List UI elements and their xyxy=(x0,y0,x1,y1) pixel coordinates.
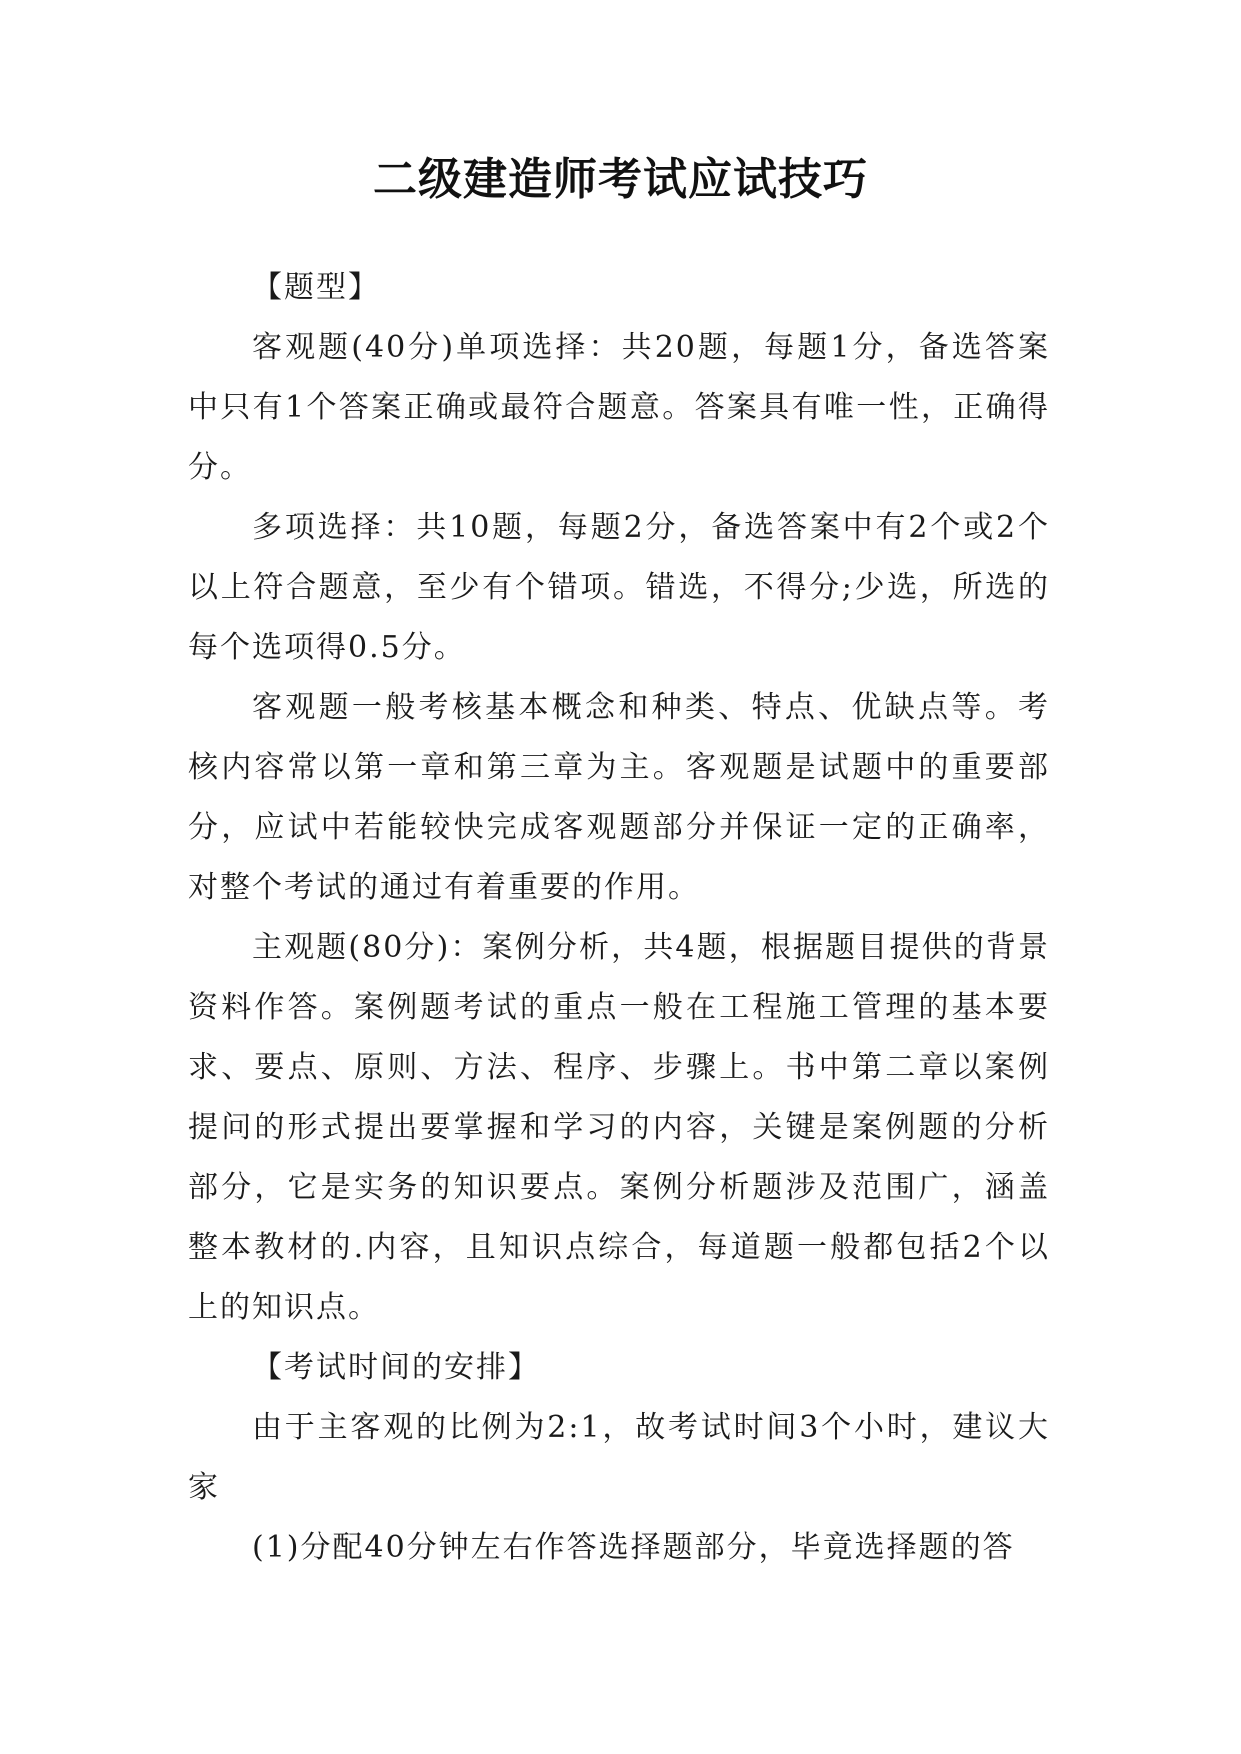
paragraph-exam-time: 由于主客观的比例为2:1，故考试时间3个小时，建议大家 xyxy=(188,1410,1050,1505)
paragraph-subjective: 主观题(80分)：案例分析，共4题，根据题目提供的背景资料作答。案例题考试的重点一般在工程施工管理的基本要求、要点、原则、方法、程序、步骤上。书中第二章以案例提问的形式提出要掌握和学习的内容，关键是案例题的分析部分，它是实务的知识要点。案例分析题涉及范围广，涵盖整本教材的.内容，且知识点综合，每道题一般都包括2个以上的知识点。 xyxy=(188,930,1050,1325)
section-heading-question-types: 【题型】 xyxy=(252,270,380,305)
paragraph-multiple-choice: 多项选择：共10题，每题2分，备选答案中有2个或2个以上符合题意，至少有个错项。错选，不得分;少选，所选的每个选项得0.5分。 xyxy=(188,510,1050,665)
document-body xyxy=(188,258,1050,1578)
paragraph-objective-single-choice: 客观题(40分)单项选择：共20题，每题1分，备选答案中只有1个答案正确或最符合题意。答案具有唯一性，正确得分。 xyxy=(188,330,1050,485)
section-heading-exam-time: 【考试时间的安排】 xyxy=(252,1350,540,1385)
paragraph-exam-time-item-1: (1)分配40分钟左右作答选择题部分，毕竟选择题的答 xyxy=(252,1530,1015,1565)
paragraph-objective-content: 客观题一般考核基本概念和种类、特点、优缺点等。考核内容常以第一章和第三章为主。客观题是试题中的重要部分，应试中若能较快完成客观题部分并保证一定的正确率，对整个考试的通过有着重要的作用。 xyxy=(188,690,1050,905)
page-title: 二级建造师考试应试技巧 xyxy=(373,154,868,205)
